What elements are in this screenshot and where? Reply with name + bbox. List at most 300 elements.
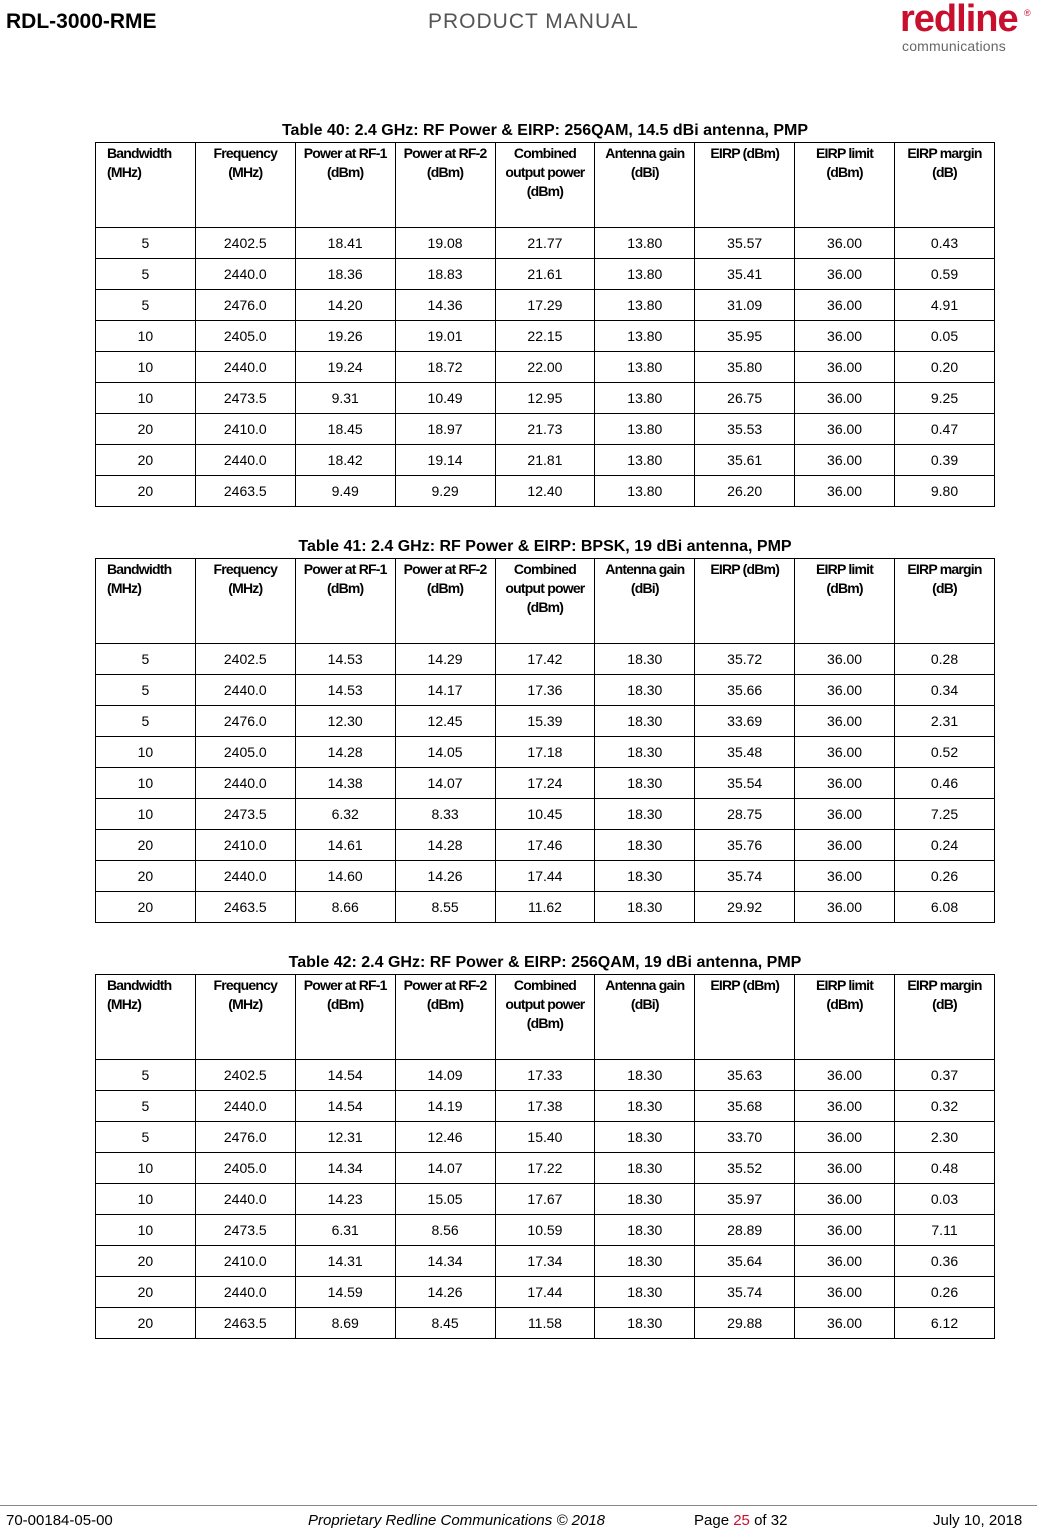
- table-caption: Table 40: 2.4 GHz: RF Power & EIRP: 256QAM, 14.5 dBi antenna, PMP: [281, 122, 809, 139]
- table-row: [96, 799, 995, 830]
- table-cell: 14.53: [295, 644, 395, 675]
- table-cell: 5: [96, 1091, 196, 1122]
- header-row: [96, 143, 995, 228]
- table-row: [96, 1091, 995, 1122]
- table-cell: 21.61: [495, 259, 595, 290]
- table-cell: 18.72: [395, 352, 495, 383]
- table-cell: 18.83: [395, 259, 495, 290]
- table-cell: 19.24: [295, 352, 395, 383]
- table-cell: 5: [96, 259, 196, 290]
- table-row: [96, 290, 995, 321]
- table-cell: 36.00: [795, 476, 895, 507]
- column-header: EIRP limit (dBm): [795, 143, 895, 228]
- table-cell: 2405.0: [195, 321, 295, 352]
- table-cell: 9.80: [895, 476, 995, 507]
- column-header: Combined output power (dBm): [495, 143, 595, 228]
- data-table: [95, 558, 995, 923]
- table-cell: 36.00: [795, 383, 895, 414]
- page-current: 25: [733, 1512, 750, 1529]
- table-cell: 35.61: [695, 445, 795, 476]
- table-cell: 10: [96, 1153, 196, 1184]
- table-cell: 14.26: [395, 1277, 495, 1308]
- table-cell: 36.00: [795, 259, 895, 290]
- logo-wordmark: redline: [900, 0, 1018, 40]
- table-row: [96, 1215, 995, 1246]
- table-cell: 7.25: [895, 799, 995, 830]
- table-cell: 36.00: [795, 768, 895, 799]
- table-cell: 35.54: [695, 768, 795, 799]
- column-header: EIRP (dBm): [695, 559, 795, 644]
- table-cell: 13.80: [595, 259, 695, 290]
- table-cell: 0.34: [895, 675, 995, 706]
- table-cell: 10.45: [495, 799, 595, 830]
- table-cell: 2.31: [895, 706, 995, 737]
- table-cell: 6.12: [895, 1308, 995, 1339]
- table-cell: 5: [96, 290, 196, 321]
- table-cell: 2440.0: [195, 259, 295, 290]
- table-cell: 18.30: [595, 1308, 695, 1339]
- table-row: [96, 414, 995, 445]
- table-cell: 6.32: [295, 799, 395, 830]
- table-cell: 12.31: [295, 1122, 395, 1153]
- table-cell: 17.33: [495, 1060, 595, 1091]
- table-cell: 9.29: [395, 476, 495, 507]
- footer-page-number: [694, 1512, 787, 1529]
- table-42-block: [95, 952, 995, 1339]
- table-cell: 2440.0: [195, 1277, 295, 1308]
- table-cell: 0.48: [895, 1153, 995, 1184]
- table-cell: 36.00: [795, 799, 895, 830]
- data-table: [95, 142, 995, 507]
- table-row: [96, 737, 995, 768]
- table-cell: 2410.0: [195, 830, 295, 861]
- table-cell: 35.63: [695, 1060, 795, 1091]
- table-cell: 17.24: [495, 768, 595, 799]
- table-cell: 0.28: [895, 644, 995, 675]
- table-cell: 14.09: [395, 1060, 495, 1091]
- table-cell: 35.95: [695, 321, 795, 352]
- column-header: Power at RF-1 (dBm): [295, 975, 395, 1060]
- table-cell: 17.38: [495, 1091, 595, 1122]
- table-cell: 0.24: [895, 830, 995, 861]
- table-cell: 14.05: [395, 737, 495, 768]
- table-cell: 13.80: [595, 228, 695, 259]
- table-cell: 15.05: [395, 1184, 495, 1215]
- column-header: Antenna gain (dBi): [595, 975, 695, 1060]
- header-row: [96, 559, 995, 644]
- table-cell: 18.30: [595, 1246, 695, 1277]
- table-cell: 35.76: [695, 830, 795, 861]
- table-cell: 17.36: [495, 675, 595, 706]
- table-cell: 18.30: [595, 1184, 695, 1215]
- table-cell: 35.74: [695, 1277, 795, 1308]
- table-cell: 18.30: [595, 706, 695, 737]
- table-cell: 21.81: [495, 445, 595, 476]
- table-cell: 18.30: [595, 1091, 695, 1122]
- table-cell: 20: [96, 445, 196, 476]
- table-cell: 10: [96, 352, 196, 383]
- table-cell: 35.53: [695, 414, 795, 445]
- table-cell: 36.00: [795, 706, 895, 737]
- table-cell: 10.59: [495, 1215, 595, 1246]
- table-cell: 28.75: [695, 799, 795, 830]
- column-header: EIRP margin (dB): [895, 975, 995, 1060]
- table-cell: 14.54: [295, 1091, 395, 1122]
- table-cell: 5: [96, 675, 196, 706]
- table-cell: 36.00: [795, 1153, 895, 1184]
- table-cell: 22.15: [495, 321, 595, 352]
- table-row: [96, 892, 995, 923]
- table-cell: 35.72: [695, 644, 795, 675]
- table-cell: 14.17: [395, 675, 495, 706]
- table-row: [96, 861, 995, 892]
- table-cell: 14.60: [295, 861, 395, 892]
- table-cell: 13.80: [595, 476, 695, 507]
- table-cell: 12.45: [395, 706, 495, 737]
- table-cell: 0.05: [895, 321, 995, 352]
- table-cell: 11.62: [495, 892, 595, 923]
- table-41-block: [95, 536, 995, 923]
- table-cell: 11.58: [495, 1308, 595, 1339]
- column-header: Combined output power (dBm): [495, 559, 595, 644]
- table-cell: 18.30: [595, 1122, 695, 1153]
- table-row: [96, 228, 995, 259]
- table-cell: 20: [96, 476, 196, 507]
- table-cell: 36.00: [795, 1091, 895, 1122]
- table-cell: 14.28: [295, 737, 395, 768]
- table-cell: 5: [96, 706, 196, 737]
- table-cell: 0.47: [895, 414, 995, 445]
- table-cell: 2410.0: [195, 414, 295, 445]
- table-cell: 26.75: [695, 383, 795, 414]
- table-cell: 2473.5: [195, 799, 295, 830]
- table-cell: 18.36: [295, 259, 395, 290]
- table-cell: 9.25: [895, 383, 995, 414]
- table-cell: 36.00: [795, 1184, 895, 1215]
- table-row: [96, 1277, 995, 1308]
- table-cell: 18.41: [295, 228, 395, 259]
- table-cell: 29.92: [695, 892, 795, 923]
- table-cell: 33.69: [695, 706, 795, 737]
- table-cell: 13.80: [595, 290, 695, 321]
- column-header: Combined output power (dBm): [495, 975, 595, 1060]
- table-cell: 0.36: [895, 1246, 995, 1277]
- table-cell: 0.26: [895, 861, 995, 892]
- table-cell: 36.00: [795, 675, 895, 706]
- table-cell: 36.00: [795, 352, 895, 383]
- table-cell: 10: [96, 321, 196, 352]
- table-cell: 20: [96, 1277, 196, 1308]
- page-prefix: Page: [694, 1512, 730, 1529]
- table-cell: 5: [96, 1060, 196, 1091]
- table-cell: 2440.0: [195, 675, 295, 706]
- table-cell: 8.55: [395, 892, 495, 923]
- logo-subtitle: communications: [902, 38, 1006, 54]
- table-cell: 2440.0: [195, 1184, 295, 1215]
- redline-logo: [900, 2, 1032, 54]
- table-cell: 18.45: [295, 414, 395, 445]
- table-cell: 36.00: [795, 830, 895, 861]
- table-cell: 0.26: [895, 1277, 995, 1308]
- column-header: Antenna gain (dBi): [595, 559, 695, 644]
- table-cell: 22.00: [495, 352, 595, 383]
- table-cell: 2463.5: [195, 476, 295, 507]
- table-cell: 14.61: [295, 830, 395, 861]
- document-type: PRODUCT MANUAL: [428, 10, 639, 33]
- table-row: [96, 1184, 995, 1215]
- table-cell: 14.29: [395, 644, 495, 675]
- table-cell: 14.28: [395, 830, 495, 861]
- table-cell: 2440.0: [195, 1091, 295, 1122]
- table-cell: 0.52: [895, 737, 995, 768]
- table-cell: 18.30: [595, 1277, 695, 1308]
- table-cell: 8.66: [295, 892, 395, 923]
- table-cell: 18.30: [595, 830, 695, 861]
- table-cell: 36.00: [795, 644, 895, 675]
- column-header: Bandwidth (MHz): [96, 559, 196, 644]
- table-cell: 10: [96, 1215, 196, 1246]
- table-cell: 2440.0: [195, 861, 295, 892]
- table-row: [96, 476, 995, 507]
- table-cell: 12.95: [495, 383, 595, 414]
- table-cell: 13.80: [595, 383, 695, 414]
- table-cell: 18.30: [595, 737, 695, 768]
- table-cell: 10.49: [395, 383, 495, 414]
- table-cell: 2410.0: [195, 1246, 295, 1277]
- table-cell: 18.30: [595, 768, 695, 799]
- table-cell: 2473.5: [195, 383, 295, 414]
- table-cell: 17.46: [495, 830, 595, 861]
- table-cell: 10: [96, 1184, 196, 1215]
- table-cell: 35.57: [695, 228, 795, 259]
- table-cell: 6.31: [295, 1215, 395, 1246]
- table-cell: 10: [96, 799, 196, 830]
- table-40-block: [95, 120, 995, 507]
- table-cell: 8.33: [395, 799, 495, 830]
- table-row: [96, 768, 995, 799]
- table-cell: 2402.5: [195, 644, 295, 675]
- table-cell: 19.01: [395, 321, 495, 352]
- table-cell: 17.29: [495, 290, 595, 321]
- table-cell: 36.00: [795, 1122, 895, 1153]
- table-cell: 35.64: [695, 1246, 795, 1277]
- logo-registered-mark: ®: [1024, 8, 1031, 18]
- table-caption: Table 42: 2.4 GHz: RF Power & EIRP: 256QAM, 19 dBi antenna, PMP: [288, 954, 802, 971]
- table-cell: 12.30: [295, 706, 395, 737]
- table-cell: 18.42: [295, 445, 395, 476]
- table-row: [96, 352, 995, 383]
- table-cell: 28.89: [695, 1215, 795, 1246]
- table-cell: 21.77: [495, 228, 595, 259]
- column-header: EIRP (dBm): [695, 143, 795, 228]
- table-cell: 36.00: [795, 1246, 895, 1277]
- column-header: Antenna gain (dBi): [595, 143, 695, 228]
- table-cell: 36.00: [795, 228, 895, 259]
- page-total: of 32: [754, 1512, 788, 1529]
- table-row: [96, 383, 995, 414]
- column-header: EIRP limit (dBm): [795, 975, 895, 1060]
- table-cell: 35.68: [695, 1091, 795, 1122]
- table-cell: 20: [96, 892, 196, 923]
- table-cell: 19.08: [395, 228, 495, 259]
- table-row: [96, 1153, 995, 1184]
- table-row: [96, 1122, 995, 1153]
- table-cell: 14.26: [395, 861, 495, 892]
- table-row: [96, 1060, 995, 1091]
- column-header: EIRP margin (dB): [895, 559, 995, 644]
- table-cell: 13.80: [595, 352, 695, 383]
- table-cell: 0.37: [895, 1060, 995, 1091]
- column-header: Power at RF-2 (dBm): [395, 143, 495, 228]
- table-cell: 14.36: [395, 290, 495, 321]
- document-id: RDL-3000-RME: [6, 10, 157, 33]
- column-header: EIRP (dBm): [695, 975, 795, 1060]
- table-cell: 26.20: [695, 476, 795, 507]
- table-cell: 14.38: [295, 768, 395, 799]
- table-row: [96, 1308, 995, 1339]
- table-cell: 6.08: [895, 892, 995, 923]
- table-cell: 35.52: [695, 1153, 795, 1184]
- table-cell: 19.26: [295, 321, 395, 352]
- table-cell: 20: [96, 1246, 196, 1277]
- table-cell: 2463.5: [195, 892, 295, 923]
- header-row: [96, 975, 995, 1060]
- table-cell: 17.22: [495, 1153, 595, 1184]
- footer-divider: [0, 1505, 1037, 1506]
- table-row: [96, 1246, 995, 1277]
- table-row: [96, 445, 995, 476]
- table-cell: 36.00: [795, 290, 895, 321]
- table-cell: 14.07: [395, 1153, 495, 1184]
- table-cell: 18.30: [595, 861, 695, 892]
- table-cell: 0.59: [895, 259, 995, 290]
- table-cell: 14.19: [395, 1091, 495, 1122]
- table-cell: 14.59: [295, 1277, 395, 1308]
- table-cell: 0.46: [895, 768, 995, 799]
- table-cell: 20: [96, 830, 196, 861]
- table-cell: 17.34: [495, 1246, 595, 1277]
- table-cell: 18.30: [595, 675, 695, 706]
- table-cell: 2402.5: [195, 1060, 295, 1091]
- table-cell: 17.44: [495, 1277, 595, 1308]
- column-header: Power at RF-2 (dBm): [395, 559, 495, 644]
- table-row: [96, 706, 995, 737]
- column-header: Frequency (MHz): [195, 975, 295, 1060]
- table-cell: 17.18: [495, 737, 595, 768]
- table-cell: 21.73: [495, 414, 595, 445]
- table-cell: 29.88: [695, 1308, 795, 1339]
- table-caption: Table 41: 2.4 GHz: RF Power & EIRP: BPSK, 19 dBi antenna, PMP: [298, 538, 792, 555]
- table-cell: 36.00: [795, 1308, 895, 1339]
- column-header: Bandwidth (MHz): [96, 975, 196, 1060]
- table-cell: 18.30: [595, 1153, 695, 1184]
- table-cell: 2405.0: [195, 737, 295, 768]
- table-cell: 36.00: [795, 861, 895, 892]
- table-cell: 35.74: [695, 861, 795, 892]
- table-cell: 14.34: [295, 1153, 395, 1184]
- table-row: [96, 321, 995, 352]
- table-cell: 0.43: [895, 228, 995, 259]
- table-cell: 36.00: [795, 1215, 895, 1246]
- table-row: [96, 830, 995, 861]
- table-cell: 36.00: [795, 1277, 895, 1308]
- table-row: [96, 675, 995, 706]
- table-cell: 35.97: [695, 1184, 795, 1215]
- table-cell: 15.39: [495, 706, 595, 737]
- table-cell: 17.67: [495, 1184, 595, 1215]
- table-cell: 2402.5: [195, 228, 295, 259]
- table-cell: 18.30: [595, 1215, 695, 1246]
- table-cell: 12.46: [395, 1122, 495, 1153]
- table-cell: 14.31: [295, 1246, 395, 1277]
- table-cell: 18.30: [595, 1060, 695, 1091]
- table-cell: 13.80: [595, 414, 695, 445]
- table-cell: 2440.0: [195, 445, 295, 476]
- footer-date: July 10, 2018: [933, 1512, 1023, 1529]
- table-cell: 19.14: [395, 445, 495, 476]
- table-cell: 10: [96, 737, 196, 768]
- table-cell: 4.91: [895, 290, 995, 321]
- table-cell: 36.00: [795, 892, 895, 923]
- table-cell: 31.09: [695, 290, 795, 321]
- table-cell: 36.00: [795, 414, 895, 445]
- table-cell: 33.70: [695, 1122, 795, 1153]
- table-cell: 14.53: [295, 675, 395, 706]
- table-cell: 2405.0: [195, 1153, 295, 1184]
- table-cell: 9.49: [295, 476, 395, 507]
- table-cell: 12.40: [495, 476, 595, 507]
- footer-copyright: Proprietary Redline Communications © 2018: [308, 1512, 606, 1529]
- table-cell: 14.20: [295, 290, 395, 321]
- table-cell: 35.48: [695, 737, 795, 768]
- table-cell: 0.32: [895, 1091, 995, 1122]
- table-cell: 20: [96, 861, 196, 892]
- table-row: [96, 259, 995, 290]
- column-header: Power at RF-2 (dBm): [395, 975, 495, 1060]
- table-cell: 10: [96, 383, 196, 414]
- table-cell: 20: [96, 1308, 196, 1339]
- table-cell: 2463.5: [195, 1308, 295, 1339]
- footer-doc-number: 70-00184-05-00: [6, 1512, 113, 1529]
- column-header: Frequency (MHz): [195, 559, 295, 644]
- column-header: Frequency (MHz): [195, 143, 295, 228]
- table-cell: 17.44: [495, 861, 595, 892]
- table-cell: 2.30: [895, 1122, 995, 1153]
- column-header: Power at RF-1 (dBm): [295, 143, 395, 228]
- table-cell: 35.66: [695, 675, 795, 706]
- table-cell: 8.56: [395, 1215, 495, 1246]
- table-cell: 35.80: [695, 352, 795, 383]
- column-header: Bandwidth (MHz): [96, 143, 196, 228]
- table-cell: 5: [96, 228, 196, 259]
- table-cell: 18.30: [595, 799, 695, 830]
- table-cell: 2440.0: [195, 768, 295, 799]
- column-header: EIRP margin (dB): [895, 143, 995, 228]
- table-cell: 18.97: [395, 414, 495, 445]
- column-header: Power at RF-1 (dBm): [295, 559, 395, 644]
- table-row: [96, 644, 995, 675]
- table-cell: 2476.0: [195, 706, 295, 737]
- table-cell: 0.03: [895, 1184, 995, 1215]
- table-cell: 2476.0: [195, 1122, 295, 1153]
- table-cell: 10: [96, 768, 196, 799]
- table-cell: 13.80: [595, 445, 695, 476]
- table-cell: 9.31: [295, 383, 395, 414]
- table-cell: 2476.0: [195, 290, 295, 321]
- table-cell: 2440.0: [195, 352, 295, 383]
- table-cell: 14.54: [295, 1060, 395, 1091]
- table-cell: 5: [96, 644, 196, 675]
